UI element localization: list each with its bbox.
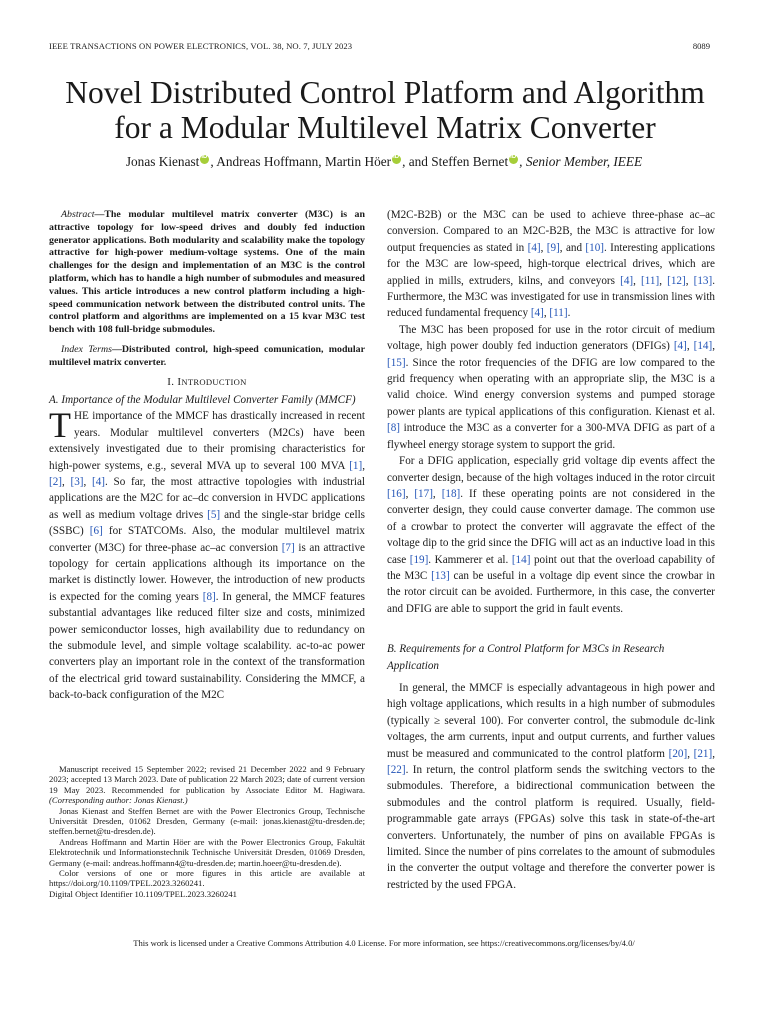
separator: , and [559,241,586,254]
citation-link[interactable]: [22] [387,764,406,776]
text-run: . Since the rotor frequencies of the DFIG are low compared to the grid frequency when operating with an appropriate slip, the M3C is a valid choice. Wind energy conversion systems and pumped storage power plants are typical applications of this configuration. Kienast et al. [387,356,715,418]
text-run: introduce the M3C as a converter for a 300-MVA DFIG as part of a flywheel energy storage system to support the grid. [387,422,715,451]
text-run: and the single-star bridge cells (SSBC) [49,508,366,538]
author-list [20,154,748,170]
footnote-text: Manuscript received 15 September 2022; revised 21 December 2022 and 9 February 2023; accepted 13 March 2023. Date of publication 22 March 2023; date of current version 19 May 2023. Recommended for publication by Associate Editor M. Hagiwara. [49,764,365,795]
text-run: can be useful in a voltage dip event since the crowbar in the rotor circuit can be avoided. Furthermore, in this case, the converter and DFIG are able to support the grid in fault events. [387,569,716,615]
citation-link[interactable]: [12] [667,274,686,287]
text-run: for STATCOMs. Also, the modular multilevel matrix converter (M3C) for three-phase ac–ac conversion [49,525,365,554]
citation-link[interactable]: [7] [281,541,295,554]
separator: , [405,487,415,500]
citation-link[interactable]: [13] [693,274,713,287]
citation-link[interactable]: [15] [387,356,406,369]
citation-link[interactable]: [21] [693,747,713,760]
small-caps-lead: HE [74,410,89,423]
text-run: is an attractive topology for certain applications although its importance on the market is distinctly lower. However, the introduction of new products is expected for the coming years [49,541,365,603]
separator: , [687,747,694,760]
running-header-page-number: 8089 [692,41,710,51]
index-terms [49,344,365,370]
citation-link[interactable]: [4] [530,307,544,320]
orcid-icon[interactable] [392,155,401,164]
citation-link[interactable]: [17] [414,487,433,500]
section-heading-introduction [49,374,365,390]
text-run: importance of the MMCF has drastically increased in recent years. Modular multilevel converters (M2Cs) have been extensively investigated due to their promising characteristics for high-power systems, e.g., several MVA up to several 100 MVA [49,410,365,472]
abstract-text: —The modular multilevel matrix converter (M3C) is an attractive topology for low-speed drives and doubly fed induction generator applications. Both modularity and scalability make the topology attractive for high-power medium-voltage systems. One of the main challenges for the design and implementation of an M3C is the control platform, which has to handle a high number of submodules and measured values. This article introduces a new control platform including a high-speed communication network between the distributed control units. The control platform and algorithms are implemented on a 15 kvar M3C test bench with 108 full-bridge submodules. [49,209,365,336]
citation-link[interactable]: [4] [620,274,634,287]
text-run: The M3C has been proposed for use in the rotor circuit of medium voltage, high power doubly fed induction generators (DFIGs) [387,323,715,353]
text-run: (M2C-B2B) or the M3C can be used to achieve three-phase ac–ac conversion. Compared to an M2C-B2B, the M3C is attractive for low output frequencies as stated in [387,209,715,254]
citation-link[interactable]: [4] [673,340,687,353]
citation-link[interactable]: [10] [585,241,604,254]
author-name: , and Steffen Bernet [402,154,509,169]
separator: , [686,340,694,353]
separator: , [540,241,547,254]
author-membership: , Senior Member, IEEE [519,154,643,169]
separator: , [362,459,365,472]
author-name: Jonas Kienast [125,154,200,169]
citation-link[interactable]: [3] [70,476,84,488]
text-run: . Interesting applications for the M3C are low-speed, high-torque electrical drives, which are applied in mills, extruders, kilns, and conveyors [387,241,715,287]
separator: , [659,274,668,287]
title-line-1: Novel Distributed Control Platform and Algorithm [65,75,705,110]
separator: , [83,476,92,488]
body-paragraph [387,680,715,893]
section-heading-rest: NTRODUCTION [181,376,247,387]
citation-link[interactable]: [13] [431,569,450,582]
citation-link[interactable]: [11] [549,307,568,320]
footnote-color-versions: Color versions of one or more figures in this article are available at https://doi.org/10.1109/TPEL.2023.3260241. [49,868,365,889]
separator: , [543,307,550,320]
citation-link[interactable]: [1] [349,459,363,472]
drop-cap: T [49,405,71,446]
citation-link[interactable]: [20] [668,747,688,760]
footnote-affiliation-1: Jonas Kienast and Steffen Bernet are with the Power Electronics Group, Technische Universität Dresden, 01062 Dresden, Germany (e-mail: jonas.kienast@tu-dresden.de; steffen.bernet@tu-dresden.de). [49,805,365,837]
text-run: . So far, the most attractive topologies with industrial applications are the M2C for ac–dc conversion in HVDC applications as well as medium voltage drives [49,476,365,521]
separator: , [62,476,71,488]
citation-link[interactable]: [8] [387,422,400,435]
text-run: point out that the overload capability of the M3C [387,553,715,582]
citation-link[interactable]: [8] [202,590,216,603]
abstract [49,209,365,337]
citation-link[interactable]: [2] [49,476,62,488]
footnote-affiliation-2: Andreas Hoffmann and Martin Höer are with the Power Electronics Group, Fakultät Elektrotechnik und Informationstechnik Technische Universität Dresden, 01069 Dresden, Germany (e-mail: andreas.hoffmann4@tu-dresden.de; martin.hoeer@tu-dresden.de). [49,836,365,868]
footnotes [49,764,365,899]
body-paragraph [387,207,715,322]
separator: , [685,274,694,287]
orcid-icon[interactable] [200,155,209,164]
separator: , [432,487,442,500]
right-column [387,207,715,893]
title-line-2: for a Modular Multilevel Matrix Converter [114,110,656,145]
section-number: I. [167,375,178,388]
left-column [49,209,365,704]
paper-title [30,75,740,145]
citation-link[interactable]: [4] [527,241,541,254]
orcid-icon[interactable] [509,155,518,164]
text-run: . In general, the MMCF features substantial advantages like reduced filter size and costs, minimized power semiconductor losses, high availability due to redundancy on the submodule level, and simple voltage scalability. ac-to-ac power converters play an important role in the context of the transformation of the electrical grid toward sustainability. Considering the MMCF, a back-to-back configuration of the M2C [49,590,365,702]
citation-link[interactable]: [14] [693,340,713,353]
citation-link[interactable]: [5] [207,508,221,521]
abstract-label: Abstract [61,209,95,220]
text-run: For a DFIG application, especially grid voltage dip events affect the converter design, because of the high voltages induced in the rotor circuit [387,455,715,484]
text-run: . Kammerer et al. [428,553,512,566]
subsection-a-heading: A. Importance of the Modular Multilevel Converter Family (MMCF) [49,393,356,406]
text-run: . In return, the control platform sends the switching vectors to the submodules. Therefore, a bidirectional communication between the submodules and the control platform is required. Usually, field-programmable gate arrays (FPGAs) solve this task in state-of-the-art converters. Unfortunately, the number of pins on available FPGAs is limited. Since the number of pins correlates to the amount of submodules in the converter the output voltage and therefore the converter power is restricted by the used FPGA. [387,764,715,891]
intro-paragraph [49,405,366,703]
citation-link[interactable]: [14] [511,553,531,566]
license-footer: This work is licensed under a Creative Commons Attribution 4.0 License. For more information, see https://creativecommons.org/licenses/by/4.0/ [133,938,635,948]
text-run: . [567,307,571,320]
footnote-doi: Digital Object Identifier 10.1109/TPEL.2023.3260241 [49,888,237,899]
body-paragraph [387,322,715,453]
text-run: . If these operating points are not considered in the converter design, they could cause converter damage. The common use of a crowbar to protect the converter will aggravate the effect of the voltage dip to the grid since the DFIG will act as an inductive load in this case [387,487,715,566]
citation-link[interactable]: [11] [641,274,660,287]
author-name: , Andreas Hoffmann, Martin Höer [210,154,392,169]
footnote-manuscript [49,764,365,806]
index-terms-text: —Distributed control, high-speed comunication, modular multilevel matrix converter. [49,343,365,368]
separator: , [712,340,715,353]
text-run: . Furthermore, the M3C was investigated for use in transmission lines with reduced fundamental frequency [387,274,715,320]
citation-link[interactable]: [19] [409,553,429,566]
running-header-journal: IEEE TRANSACTIONS ON POWER ELECTRONICS, VOL. 38, NO. 7, JULY 2023 [49,41,353,51]
separator: , [712,747,716,760]
citation-link[interactable]: [18] [441,487,461,500]
citation-link[interactable]: [4] [92,476,105,488]
body-paragraph [387,453,715,617]
corresponding-author: (Corresponding author: Jonas Kienast.) [49,795,188,806]
citation-link[interactable]: [16] [387,487,406,500]
subsection-b-heading: B. Requirements for a Control Platform for M3Cs in Research Application [387,643,665,672]
separator: , [633,274,642,287]
text-run: In general, the MMCF is especially advantageous in high power and high voltage applications, which results in a high number of submodules (typically ≥ several 100). For converter control, the submodule dc-link voltages, the arm currents, input and output currents, and further values must be measured and communicated to the control platform [387,681,715,760]
citation-link[interactable]: [6] [89,525,103,538]
index-terms-label: Index Terms [61,343,112,355]
citation-link[interactable]: [9] [546,241,560,254]
section-heading-first-letter: I [177,375,182,388]
